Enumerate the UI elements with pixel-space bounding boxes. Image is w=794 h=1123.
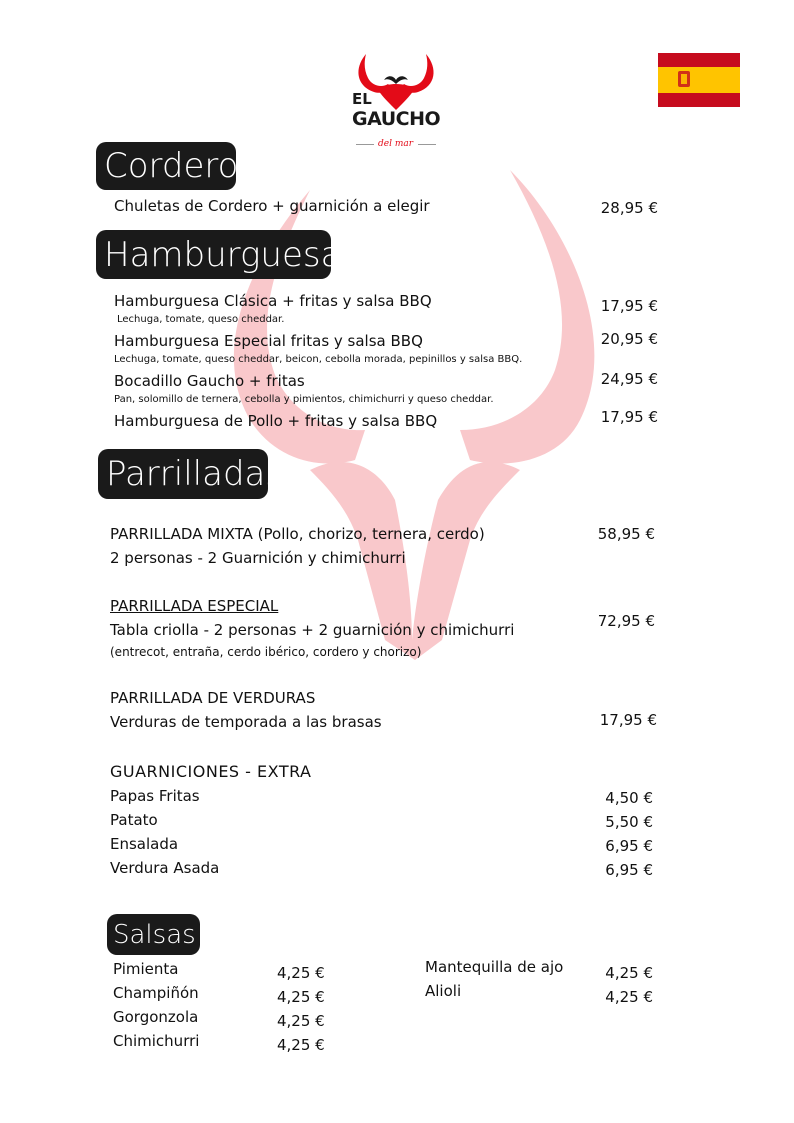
sauce-name: Chimichurri [113,1032,200,1050]
section-title-cordero: Cordero [96,142,236,190]
menu-item-price: 4,50 € [605,789,653,807]
sauce-price: 4,25 € [605,964,653,982]
menu-item-name: PARRILLADA DE VERDURAS [110,689,316,707]
menu-item-name: PARRILLADA ESPECIAL [110,597,279,615]
menu-item-name: Hamburguesa de Pollo + fritas y salsa BBQ [114,412,438,430]
menu-item-price: 5,50 € [605,813,653,831]
menu-item-name: Bocadillo Gaucho + fritas [114,372,305,390]
menu-item-price: 28,95 € [600,199,658,217]
sauce-name: Champiñón [113,984,199,1002]
menu-item-desc: (entrecot, entraña, cerdo ibérico, cordero y chorizo) [110,645,422,659]
menu-item-price: 17,95 € [599,711,657,729]
logo-tagline: del mar [378,139,414,149]
section-title-guarniciones: GUARNICIONES - EXTRA [110,762,312,781]
menu-item-price: 58,95 € [597,525,655,543]
menu-item-name: Verdura Asada [110,859,220,877]
menu-item-name: Hamburguesa Especial fritas y salsa BBQ [114,332,423,350]
menu-item-name: PARRILLADA MIXTA (Pollo, chorizo, ternera, cerdo) [110,525,485,543]
menu-item-price: 20,95 € [600,330,658,348]
menu-item-price: 24,95 € [600,370,658,388]
sauce-price: 4,25 € [277,964,325,982]
menu-item-price: 17,95 € [600,408,658,426]
sauce-price: 4,25 € [277,1012,325,1030]
menu-item-price: 6,95 € [605,837,653,855]
menu-item-line2: 2 personas - 2 Guarnición y chimichurri [110,549,406,567]
sauce-price: 4,25 € [277,1036,325,1054]
spain-flag-icon [658,53,740,107]
sauce-price: 4,25 € [277,988,325,1006]
menu-item-desc: Lechuga, tomate, queso cheddar, beicon, cebolla morada, pepinillos y salsa BBQ. [114,354,523,365]
menu-item-price: 72,95 € [597,612,655,630]
menu-item-name: Ensalada [110,835,179,853]
menu-item-price: 6,95 € [605,861,653,879]
menu-item-line2: Tabla criolla - 2 personas + 2 guarnición y chimichurri [110,621,515,639]
menu-item-name: Chuletas de Cordero + guarnición a elegir [114,197,430,215]
sauce-name: Alioli [425,982,462,1000]
menu-item-price: 17,95 € [600,297,658,315]
logo-text-gaucho: GAUCHO [352,108,441,130]
logo-rule-right [418,144,436,145]
sauce-name: Mantequilla de ajo [425,958,564,976]
menu-item-name: Hamburguesa Clásica + fritas y salsa BBQ [114,292,432,310]
sauce-name: Gorgonzola [113,1008,199,1026]
menu-item-name: Papas Fritas [110,787,200,805]
logo-rule-left [356,144,374,145]
menu-item-desc: Pan, solomillo de ternera, cebolla y pimientos, chimichurri y queso cheddar. [114,394,494,405]
menu-item-name: Patato [110,811,158,829]
section-title-parrilladas: Parrilladas [98,449,268,499]
section-title-hamburguesas: Hamburguesas [96,230,331,279]
sauce-price: 4,25 € [605,988,653,1006]
logo-text-el: EL [352,90,372,108]
sauce-name: Pimienta [113,960,179,978]
menu-item-desc: Lechuga, tomate, queso cheddar. [117,314,285,325]
el-gaucho-logo [348,50,444,154]
menu-item-line2: Verduras de temporada a las brasas [110,713,382,731]
section-title-salsas: Salsas [107,914,200,955]
